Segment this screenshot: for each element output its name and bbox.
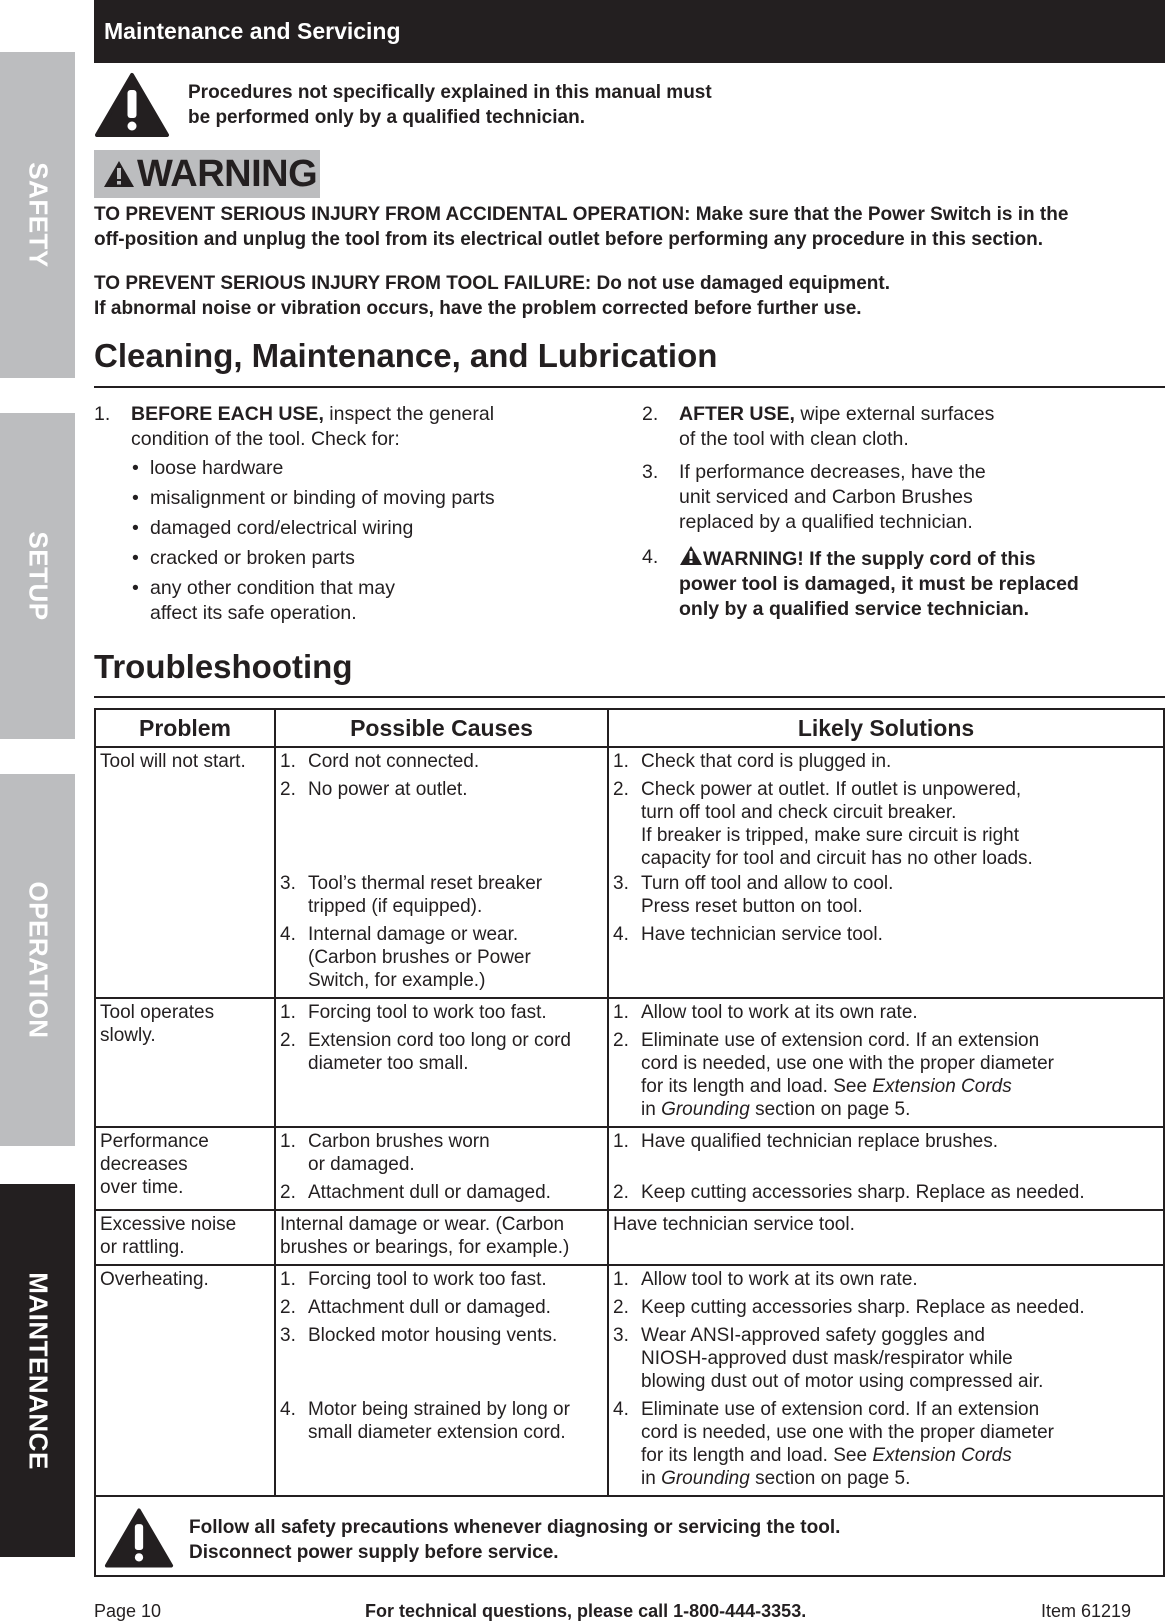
warning-line: TO PREVENT SERIOUS INJURY FROM TOOL FAILURE: Do not use damaged equipment. bbox=[94, 273, 890, 294]
solution-text: Check power at outlet. If outlet is unpowered, bbox=[641, 779, 1022, 800]
table-row bbox=[95, 747, 1164, 998]
item-number: 1. bbox=[280, 1131, 296, 1152]
tab-setup bbox=[0, 413, 75, 739]
reference-text: Grounding bbox=[661, 1099, 750, 1120]
solution-text: blowing dust out of motor using compressed air. bbox=[641, 1371, 1044, 1392]
cause-text: Tool’s thermal reset breaker bbox=[308, 873, 543, 894]
item-number: 2. bbox=[613, 1297, 629, 1318]
solution-text: cord is needed, use one with the proper diameter bbox=[641, 1422, 1054, 1443]
table-row bbox=[95, 1265, 1164, 1496]
solution-text: Turn off tool and allow to cool. bbox=[641, 873, 894, 894]
problem-cell bbox=[95, 747, 275, 998]
solution-text: for its length and load. See bbox=[641, 1076, 873, 1097]
caution-line: Procedures not specifically explained in this manual must bbox=[188, 82, 712, 103]
item-number: 4. bbox=[280, 1399, 296, 1420]
maintenance-list-left bbox=[94, 402, 564, 634]
causes-cell bbox=[275, 747, 608, 998]
item-number: 2. bbox=[613, 779, 629, 800]
solutions-cell bbox=[608, 747, 1164, 998]
tab-maintenance bbox=[0, 1184, 75, 1557]
item-text: WARNING! If the supply cord of this bbox=[703, 548, 1036, 570]
item-number: 1. bbox=[613, 1131, 629, 1152]
solution-text: Wear ANSI-approved safety goggles and bbox=[641, 1325, 985, 1346]
problem-text: slowly. bbox=[100, 1025, 156, 1046]
page-number: Page 10 bbox=[94, 1601, 162, 1621]
item-number: 2. bbox=[613, 1030, 629, 1051]
page-title: Maintenance and Servicing bbox=[104, 18, 401, 44]
item-text: power tool is damaged, it must be replaced bbox=[679, 573, 1079, 595]
solution-text: section on page 5. bbox=[749, 1468, 911, 1489]
warning-paragraph bbox=[94, 271, 1164, 321]
reference-text: Extension Cords bbox=[872, 1076, 1012, 1097]
item-number: 1. bbox=[94, 403, 111, 425]
table-header-row bbox=[95, 709, 1164, 747]
check-item-text: any other condition that may bbox=[150, 577, 395, 599]
warning-line: TO PREVENT SERIOUS INJURY FROM ACCIDENTAL OPERATION: Make sure that the Power Switch is in the bbox=[94, 204, 1069, 225]
item-number: 1. bbox=[280, 1269, 296, 1290]
item-number: 3. bbox=[280, 1325, 296, 1346]
maintenance-list-right bbox=[642, 402, 1122, 630]
cause-text: Attachment dull or damaged. bbox=[308, 1297, 551, 1318]
solutions-cell bbox=[608, 998, 1164, 1127]
column-header: Possible Causes bbox=[275, 709, 608, 747]
solution-text: in bbox=[641, 1468, 662, 1489]
causes-cell bbox=[275, 1265, 608, 1496]
caution-triangle-icon bbox=[94, 72, 170, 138]
check-item bbox=[131, 576, 564, 626]
problem-text: or rattling. bbox=[100, 1237, 185, 1258]
warning-triangle-icon bbox=[679, 545, 703, 566]
troubleshooting-table bbox=[94, 708, 1165, 1577]
item-text: If performance decreases, have the bbox=[679, 461, 986, 483]
item-number: 4. bbox=[613, 1399, 629, 1420]
tab-label: MAINTENANCE bbox=[23, 1271, 53, 1470]
problem-text: Overheating. bbox=[100, 1269, 209, 1290]
item-number: 1. bbox=[613, 1002, 629, 1023]
troubleshooting-title: Troubleshooting bbox=[94, 648, 353, 685]
warning-paragraph bbox=[94, 202, 1164, 252]
item-text: of the tool with clean cloth. bbox=[679, 428, 909, 450]
safety-note bbox=[95, 1496, 1164, 1576]
list-item bbox=[642, 545, 1122, 622]
table-row bbox=[95, 998, 1164, 1127]
solution-text: section on page 5. bbox=[749, 1099, 911, 1120]
solution-text: cord is needed, use one with the proper diameter bbox=[641, 1053, 1054, 1074]
divider bbox=[94, 696, 1165, 698]
problem-cell bbox=[95, 1265, 275, 1496]
solution-text: Have technician service tool. bbox=[613, 1214, 855, 1235]
solution-line bbox=[641, 1098, 1159, 1121]
solutions-cell bbox=[608, 1127, 1164, 1210]
causes-cell bbox=[275, 1210, 608, 1265]
warning-line: If abnormal noise or vibration occurs, have the problem corrected before further use. bbox=[94, 298, 862, 319]
section-header bbox=[94, 0, 1165, 63]
item-text: condition of the tool. Check for: bbox=[131, 428, 400, 450]
problem-cell bbox=[95, 998, 275, 1127]
check-item-text: affect its safe operation. bbox=[150, 602, 357, 624]
item-number: 2. bbox=[280, 779, 296, 800]
note-line: Disconnect power supply before service. bbox=[189, 1542, 559, 1563]
item-number: 4. bbox=[613, 924, 629, 945]
item-text: replaced by a qualified technician. bbox=[679, 511, 973, 533]
item-lead: AFTER USE, bbox=[679, 403, 795, 425]
problem-cell bbox=[95, 1127, 275, 1210]
cause-text: small diameter extension cord. bbox=[308, 1422, 566, 1443]
reference-text: Extension Cords bbox=[872, 1445, 1012, 1466]
cause-text: No power at outlet. bbox=[308, 779, 468, 800]
solution-text: Have qualified technician replace brushes. bbox=[641, 1131, 998, 1152]
solutions-cell bbox=[608, 1265, 1164, 1496]
item-number: 1. bbox=[613, 751, 629, 772]
problem-text: over time. bbox=[100, 1177, 184, 1198]
check-item: • damaged cord/electrical wiring bbox=[131, 516, 564, 541]
causes-cell bbox=[275, 1127, 608, 1210]
item-number: 2. bbox=[280, 1182, 296, 1203]
cause-text: Blocked motor housing vents. bbox=[308, 1325, 558, 1346]
item-number: 4. bbox=[642, 546, 659, 568]
item-number: 2. bbox=[613, 1182, 629, 1203]
solution-line bbox=[641, 1075, 1159, 1098]
solution-text: If breaker is tripped, make sure circuit is right bbox=[641, 825, 1020, 846]
note-line: Follow all safety precautions whenever diagnosing or servicing the tool. bbox=[189, 1517, 841, 1538]
table-row bbox=[95, 1496, 1164, 1576]
list-item bbox=[642, 460, 1122, 535]
cause-text: tripped (if equipped). bbox=[308, 896, 483, 917]
check-list bbox=[131, 456, 564, 626]
causes-cell bbox=[275, 998, 608, 1127]
item-text: wipe external surfaces bbox=[794, 403, 995, 425]
cause-text: Attachment dull or damaged. bbox=[308, 1182, 551, 1203]
item-number: 1. bbox=[280, 751, 296, 772]
cleaning-title: Cleaning, Maintenance, and Lubrication bbox=[94, 337, 718, 374]
solution-line bbox=[641, 1444, 1159, 1467]
cause-text: diameter too small. bbox=[308, 1053, 469, 1074]
tab-label: SETUP bbox=[23, 531, 53, 621]
item-number: 1. bbox=[613, 1269, 629, 1290]
item-lead: BEFORE EACH USE, bbox=[131, 403, 324, 425]
solution-text: Check that cord is plugged in. bbox=[641, 751, 892, 772]
cause-text: Internal damage or wear. bbox=[308, 924, 519, 945]
item-number: 2. bbox=[280, 1030, 296, 1051]
item-number: 4. bbox=[280, 924, 296, 945]
solution-text: Have technician service tool. bbox=[641, 924, 883, 945]
cause-text: Motor being strained by long or bbox=[308, 1399, 570, 1420]
item-number: 1. bbox=[280, 1002, 296, 1023]
cause-text: or damaged. bbox=[308, 1154, 415, 1175]
caution-notice bbox=[94, 72, 1154, 142]
problem-text: Tool will not start. bbox=[100, 751, 246, 772]
warning-badge bbox=[94, 150, 320, 198]
tab-label: OPERATION bbox=[23, 881, 53, 1039]
problem-cell bbox=[95, 1210, 275, 1265]
cause-text: Carbon brushes worn bbox=[308, 1131, 490, 1152]
solution-text: turn off tool and check circuit breaker. bbox=[641, 802, 957, 823]
cause-text: brushes or bearings, for example.) bbox=[280, 1237, 570, 1258]
item-text: inspect the general bbox=[323, 403, 495, 425]
solution-text: Eliminate use of extension cord. If an extension bbox=[641, 1030, 1040, 1051]
solution-text: NIOSH-approved dust mask/respirator while bbox=[641, 1348, 1013, 1369]
item-number: 3. bbox=[613, 1325, 629, 1346]
item-number: 2. bbox=[280, 1297, 296, 1318]
problem-text: Excessive noise bbox=[100, 1214, 237, 1235]
problem-text: decreases bbox=[100, 1154, 188, 1175]
cause-text: Forcing tool to work too fast. bbox=[308, 1269, 547, 1290]
cause-text: Forcing tool to work too fast. bbox=[308, 1002, 547, 1023]
list-item bbox=[94, 402, 564, 626]
caution-triangle-icon bbox=[104, 1507, 174, 1569]
solution-text: Allow tool to work at its own rate. bbox=[641, 1269, 918, 1290]
solution-line bbox=[641, 1467, 1159, 1490]
solution-text: for its length and load. See bbox=[641, 1445, 873, 1466]
warning-triangle-icon bbox=[102, 159, 136, 189]
cause-text: Cord not connected. bbox=[308, 751, 480, 772]
item-number: 3. bbox=[613, 873, 629, 894]
check-item: • cracked or broken parts bbox=[131, 546, 564, 571]
solution-text: Allow tool to work at its own rate. bbox=[641, 1002, 918, 1023]
reference-text: Grounding bbox=[661, 1468, 750, 1489]
table-row bbox=[95, 1210, 1164, 1265]
item-number: 3. bbox=[280, 873, 296, 894]
item-number: 2. bbox=[642, 403, 659, 425]
check-item: • loose hardware bbox=[131, 456, 564, 481]
caution-line: be performed only by a qualified technician. bbox=[188, 107, 585, 128]
warning-badge-label: WARNING bbox=[137, 153, 318, 195]
check-item: • misalignment or binding of moving parts bbox=[131, 486, 564, 511]
solutions-cell bbox=[608, 1210, 1164, 1265]
solution-text: in bbox=[641, 1099, 662, 1120]
column-header: Problem bbox=[95, 709, 275, 747]
cause-text: (Carbon brushes or Power bbox=[308, 947, 531, 968]
problem-text: Performance bbox=[100, 1131, 209, 1152]
column-header: Likely Solutions bbox=[608, 709, 1164, 747]
cause-text: Extension cord too long or cord bbox=[308, 1030, 571, 1051]
item-text: unit serviced and Carbon Brushes bbox=[679, 486, 973, 508]
problem-text: Tool operates bbox=[100, 1002, 215, 1023]
table-row bbox=[95, 1127, 1164, 1210]
tab-safety bbox=[0, 52, 75, 378]
cause-text: Internal damage or wear. (Carbon bbox=[280, 1214, 565, 1235]
solution-text: Press reset button on tool. bbox=[641, 896, 863, 917]
cause-text: Switch, for example.) bbox=[308, 970, 486, 991]
solution-text: capacity for tool and circuit has no other loads. bbox=[641, 848, 1033, 869]
divider bbox=[94, 386, 1165, 388]
solution-text: Keep cutting accessories sharp. Replace as needed. bbox=[641, 1182, 1085, 1203]
warning-line: off-position and unplug the tool from its electrical outlet before performing any procedure in this section. bbox=[94, 229, 1044, 250]
item-number: 3. bbox=[642, 461, 659, 483]
solution-text: Eliminate use of extension cord. If an extension bbox=[641, 1399, 1040, 1420]
item-text: only by a qualified service technician. bbox=[679, 598, 1030, 620]
tab-label: SAFETY bbox=[23, 162, 53, 268]
tab-operation bbox=[0, 774, 75, 1146]
item-number-footer: Item 61219 bbox=[1041, 1601, 1132, 1621]
support-phone: For technical questions, please call 1-800-444-3353. bbox=[365, 1601, 807, 1621]
list-item bbox=[642, 402, 1122, 452]
solution-text: Keep cutting accessories sharp. Replace as needed. bbox=[641, 1297, 1085, 1318]
